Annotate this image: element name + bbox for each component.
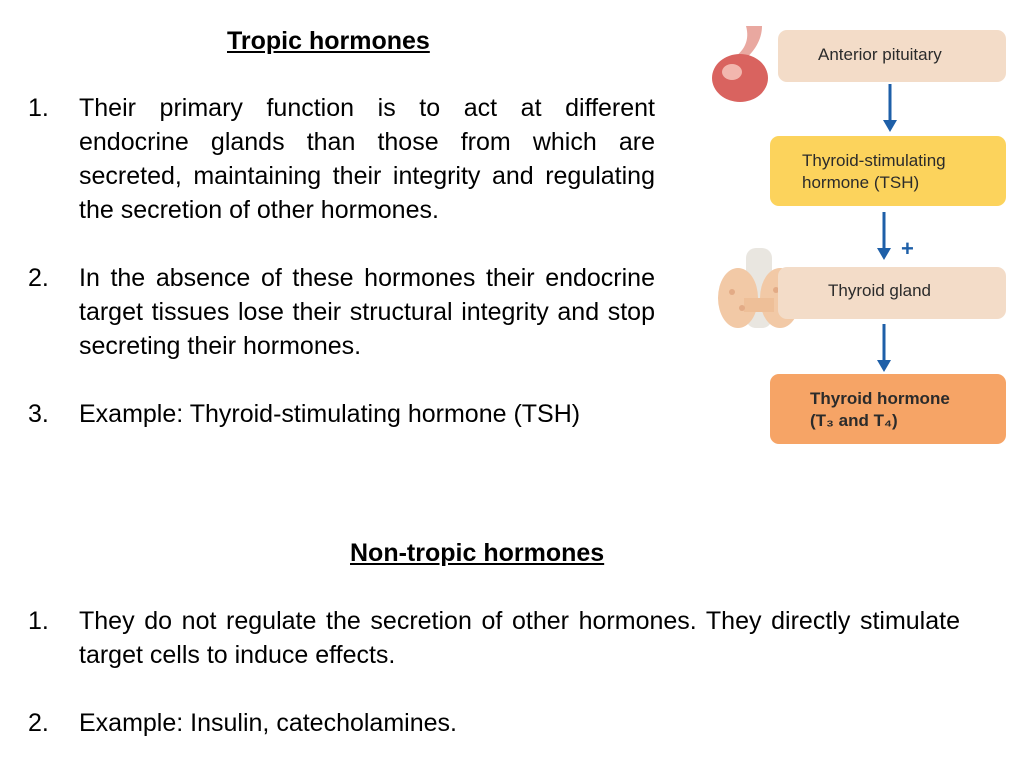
tropic-hormones-list — [28, 91, 655, 465]
list-item — [28, 397, 655, 431]
stimulation-plus-sign: + — [901, 236, 914, 261]
thyroid-gland-label: Thyroid gland — [828, 281, 932, 300]
list-item-text: They do not regulate the secretion of other hormones. They directly stimulate target cells to induce effects. — [79, 607, 960, 669]
list-item — [28, 91, 655, 227]
list-item-text: Example: Thyroid-stimulating hormone (TSH) — [79, 400, 581, 428]
list-item-number: 2. — [28, 264, 49, 292]
list-item-number: 3. — [28, 400, 49, 428]
anterior-pituitary-label: Anterior pituitary — [818, 45, 942, 64]
down-arrow-icon — [880, 84, 900, 134]
non-tropic-hormones-heading: Non-tropic hormones — [350, 539, 605, 567]
tsh-label-line1: Thyroid-stimulating — [802, 151, 946, 170]
list-item — [28, 706, 960, 740]
hormone-axis-diagram — [700, 22, 1020, 452]
thyroid-hormone-label-line2: (T₃ and T₄) — [810, 411, 898, 430]
thyroid-hormone-label-line1: Thyroid hormone — [810, 389, 950, 408]
tsh-label-line2: hormone (TSH) — [802, 173, 920, 192]
list-item — [28, 604, 960, 672]
non-tropic-hormones-list — [28, 604, 960, 774]
tropic-hormones-heading: Tropic hormones — [227, 27, 430, 55]
pituitary-gland-icon — [706, 26, 786, 106]
down-arrow-icon — [874, 324, 894, 374]
tsh-box — [770, 136, 1006, 206]
thyroid-gland-box — [778, 267, 1006, 319]
list-item-text: Example: Insulin, catecholamines. — [79, 709, 457, 737]
list-item-number: 1. — [28, 607, 49, 635]
list-item-text: Their primary function is to act at different endocrine glands than those from which are secreted, maintaining their integrity and regulating the secretion of other hormones. — [79, 94, 655, 224]
anterior-pituitary-box — [778, 30, 1006, 82]
list-item — [28, 261, 655, 363]
list-item-number: 1. — [28, 94, 49, 122]
down-arrow-icon — [874, 212, 894, 262]
list-item-text: In the absence of these hormones their endocrine target tissues lose their structural integrity and stop secreting their hormones. — [79, 264, 655, 360]
list-item-number: 2. — [28, 709, 49, 737]
thyroid-hormone-box — [770, 374, 1006, 444]
